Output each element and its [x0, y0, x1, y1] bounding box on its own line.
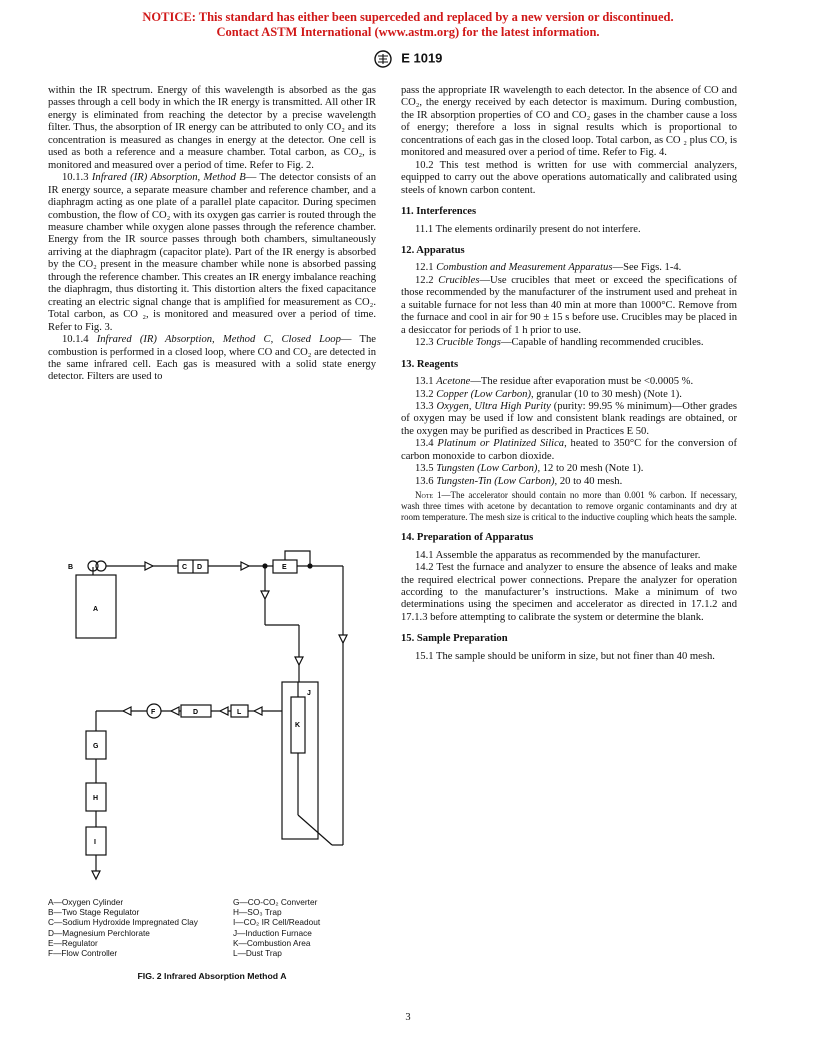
legend-item: G—CO-CO₂ Converter: [233, 897, 318, 907]
fig-label-d-top: D: [197, 564, 203, 571]
fig-label-k: K: [295, 722, 301, 729]
figure-legend-left: [48, 897, 198, 958]
paragraph-12-1: 12.1 Combustion and Measurement Apparatus—See Figs. 1-4.: [415, 262, 682, 274]
legend-item: E—Regulator: [48, 937, 98, 948]
paragraph-method-c-cont: pass the appropriate IR wavelength to each detector. In the absence of CO and CO₂, the energy received by each detector is maximum. During combustion, the IR absorption properties of CO and CO₂ gases in the chamber cause a loss of energy; therefore a loss in signal results which is proportional to concentrations of each gas in the closed loop. Total carbon, as CO ₂ plus CO, is monitored and measured over a period of time. Refer to Fig. 4.: [401, 85, 737, 159]
figure-caption: FIG. 2 Infrared Absorption Method A: [137, 971, 287, 981]
paragraph-11-1: 11.1 The elements ordinarily present do not interfere.: [415, 223, 641, 235]
notice-line-2: Contact ASTM International (www.astm.org) for the latest information.: [216, 25, 600, 39]
paragraph-14-2: 14.2 Test the furnace and analyzer to ensure the absence of leaks and make the required electrical power connections. Prepare the analyzer for operation according to the manufacturer’s instructions. Make a minimum of two determinations using the specimen and accelerator as directed in 17.1.2 and 17.1.3 before attempting to calibrate the system or determine the blank.: [401, 562, 737, 623]
paragraph-ir-method-a-cont: within the IR spectrum. Energy of this wavelength is absorbed as the gas passes through a cell body in which the IR energy is transmitted. All other IR energy is eliminated from reaching the detector by a precise wavelength filter. Thus, the absorption of IR energy can be attributed to only CO₂ and its concentration is measured as changes in energy at the detector. One cell is used as both a reference and a measure chamber. Total carbon, as CO₂, is monitored and measured over a period of time. Refer to Fig. 2.: [48, 85, 376, 171]
paragraph-13-5: 13.5 Tungsten (Low Carbon), 12 to 20 mesh (Note 1).: [415, 463, 644, 475]
legend-item: F—Flow Controller: [48, 948, 118, 959]
page-number: 3: [405, 1012, 411, 1023]
fig-label-b: B: [68, 564, 74, 571]
section-heading-15: 15. Sample Preparation: [401, 633, 508, 645]
legend-item: J—Induction Furnace: [233, 927, 312, 938]
page-header: [0, 50, 816, 68]
paragraph-10-2: 10.2 This test method is written for use with commercial analyzers, equipped to carry out the above operations automatically and calibrated using steels of known carbon content.: [401, 159, 737, 196]
paragraph-13-3: 13.3 Oxygen, Ultra High Purity (purity: 99.95 % minimum)—Other grades of oxygen may be used if low and consistent blank readings are obtained, or the oxygen may be purified as described in Practices E 50.: [401, 400, 737, 437]
section-heading-12: 12. Apparatus: [401, 244, 465, 256]
note-1: Note 1—The accelerator should contain no more than 0.001 % carbon. If necessary, wash three times with acetone by decantation to remove organic contaminants and dry at room temperature. The mesh size is critical to the inductive coupling which heats the sample.: [401, 490, 738, 523]
paragraph-12-3: 12.3 Crucible Tongs—Capable of handling recommended crucibles.: [415, 337, 704, 349]
fig-label-d-bottom: D: [193, 709, 199, 716]
section-heading-11: 11. Interferences: [401, 206, 477, 218]
supersession-notice: [0, 10, 816, 40]
legend-item: I—CO₂ IR Cell/Readout: [233, 917, 321, 928]
right-column: [401, 85, 737, 663]
astm-logo-icon: [374, 50, 392, 68]
paragraph-13-6: 13.6 Tungsten-Tin (Low Carbon), 20 to 40 mesh.: [415, 475, 623, 487]
legend-item: L—Dust Trap: [233, 948, 282, 959]
induction-furnace-shape: [282, 682, 318, 839]
fig2-diagram: [48, 545, 376, 895]
paragraph-12-2: 12.2 Crucibles—Use crucibles that meet or exceed the specifications of those recommended by the manufacturer of the instrument used and preheat in a suitable furnace for not less than 40 min at more than 1000°C. Remove from the furnace and cool in air for 90 ± 15 s before use. Crucibles may be placed in a desiccator for periods of 1 h prior to use.: [401, 274, 737, 336]
paragraph-15-1: 15.1 The sample should be uniform in size, but not finer than 40 mesh.: [415, 650, 715, 662]
fig-label-j: J: [307, 690, 311, 697]
ir-cell-shape: [86, 827, 106, 855]
legend-item: B—Two Stage Regulator: [48, 907, 140, 918]
paragraph-13-4: 13.4 Platinum or Platinized Silica, heated to 350°C for the conversion of carbon monoxide to carbon dioxide.: [401, 438, 737, 462]
fig-label-l: L: [237, 709, 242, 716]
paragraph-10-1-4: 10.1.4 Infrared (IR) Absorption, Method C, Closed Loop— The combustion is performed in a closed loop, where CO and CO₂ are detected in the same infrared cell. Each gas is measured with a solid state energy detector. Filters are used to: [48, 334, 376, 383]
fig-label-c: C: [182, 564, 188, 571]
paragraph-14-1: 14.1 Assemble the apparatus as recommended by the manufacturer.: [415, 549, 701, 561]
paragraph-10-1-3: 10.1.3 Infrared (IR) Absorption, Method B— The detector consists of an IR energy source, a separate measure chamber and reference chamber, and a diaphragm acting as one plate of a parallel plate capacitor. During specimen combustion, the flow of CO₂ with its oxygen gas carrier is routed through the measure chamber while oxygen alone passes through the reference chamber. Energy from the IR source passes through both chambers, simultaneously arriving at the diaphragm (capacitor plate). Part of the IR energy is absorbed by the CO₂ present in the measure chamber while none is absorbed passing through the reference chamber. This creates an IR energy imbalance reaching the diaphragm, thus distorting it. This distortion alters the fixed capacitance creating an electric signal change that is amplified for measurement as CO₂. Total carbon, as CO ₂, is monitored and measured over a period of time. Refer to Fig. 3.: [48, 172, 376, 333]
notice-line-1: NOTICE: This standard has either been superceded and replaced by a new version or discontinued.: [142, 10, 674, 24]
fig-label-h: H: [93, 795, 99, 802]
fig-label-e: E: [282, 564, 287, 571]
legend-item: A—Oxygen Cylinder: [48, 897, 124, 907]
paragraph-13-1: 13.1 Acetone—The residue after evaporation must be <0.0005 %.: [415, 376, 694, 388]
figure-legend-right: [233, 897, 320, 958]
fig-label-i: I: [94, 839, 96, 846]
standard-designation: E 1019: [401, 50, 443, 66]
section-heading-14: 14. Preparation of Apparatus: [401, 532, 534, 544]
left-column: [48, 85, 376, 384]
fig-label-f: F: [151, 709, 156, 716]
section-heading-13: 13. Reagents: [401, 358, 459, 370]
paragraph-13-2: 13.2 Copper (Low Carbon), granular (10 to 30 mesh) (Note 1).: [415, 388, 682, 400]
legend-item: D—Magnesium Perchlorate: [48, 927, 150, 938]
fig-label-g: G: [93, 743, 99, 750]
legend-item: C—Sodium Hydroxide Impregnated Clay: [48, 917, 198, 928]
legend-item: K—Combustion Area: [233, 937, 311, 948]
fig-label-a: A: [93, 606, 99, 613]
legend-item: H—SO₃ Trap: [233, 907, 282, 918]
